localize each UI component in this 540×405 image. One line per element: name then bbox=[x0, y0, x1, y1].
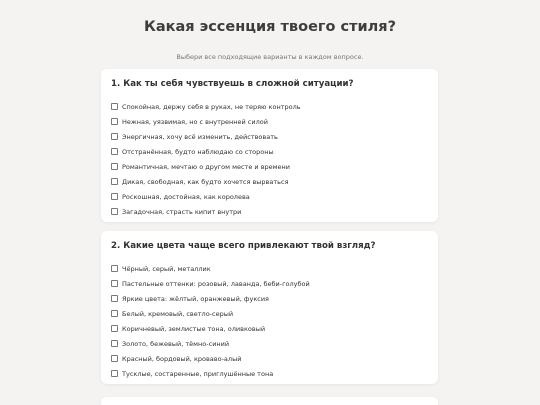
option-label: Отстранённая, будто наблюдаю со стороны bbox=[122, 147, 274, 156]
checkbox[interactable] bbox=[111, 193, 118, 200]
option-item[interactable] bbox=[111, 336, 310, 351]
option-label: Романтичная, мечтаю о другом месте и времени bbox=[122, 162, 291, 171]
option-label: Роскошная, достойная, как королева bbox=[122, 192, 250, 201]
option-item[interactable] bbox=[111, 114, 301, 129]
option-item[interactable] bbox=[111, 351, 310, 366]
option-item[interactable] bbox=[111, 129, 301, 144]
option-label: Красный, бордовый, кроваво-алый bbox=[122, 354, 242, 363]
options-list bbox=[111, 261, 310, 381]
checkbox[interactable] bbox=[111, 163, 118, 170]
option-item[interactable] bbox=[111, 261, 310, 276]
option-item[interactable] bbox=[111, 189, 301, 204]
checkbox[interactable] bbox=[111, 148, 118, 155]
option-label: Тусклые, состаренные, приглушённые тона bbox=[122, 369, 274, 378]
option-item[interactable] bbox=[111, 366, 310, 381]
question-title: 1. Как ты себя чувствуешь в сложной ситуации? bbox=[111, 79, 354, 89]
checkbox[interactable] bbox=[111, 310, 118, 317]
option-label: Золото, бежевый, тёмно-синий bbox=[122, 339, 230, 348]
option-label: Коричневый, землистые тона, оливковый bbox=[122, 324, 266, 333]
checkbox[interactable] bbox=[111, 133, 118, 140]
checkbox[interactable] bbox=[111, 325, 118, 332]
checkbox[interactable] bbox=[111, 178, 118, 185]
question-title: 2. Какие цвета чаще всего привлекают твой взгляд? bbox=[111, 241, 376, 251]
checkbox[interactable] bbox=[111, 280, 118, 287]
options-list bbox=[111, 99, 301, 219]
question-card-1 bbox=[101, 69, 438, 222]
option-label: Загадочная, страсть кипит внутри bbox=[122, 207, 242, 216]
option-label: Яркие цвета: жёлтый, оранжевый, фуксия bbox=[122, 294, 269, 303]
option-label: Чёрный, серый, металлик bbox=[122, 264, 211, 273]
option-label: Дикая, свободная, как будто хочется вырваться bbox=[122, 177, 289, 186]
option-label: Нежная, уязвимая, но с внутренней силой bbox=[122, 117, 268, 126]
checkbox[interactable] bbox=[111, 340, 118, 347]
option-item[interactable] bbox=[111, 144, 301, 159]
checkbox[interactable] bbox=[111, 118, 118, 125]
option-item[interactable] bbox=[111, 204, 301, 219]
option-item[interactable] bbox=[111, 276, 310, 291]
option-label: Пастельные оттенки: розовый, лаванда, беби-голубой bbox=[122, 279, 310, 288]
page-subtitle: Выбери все подходящие варианты в каждом вопросе. bbox=[176, 53, 364, 61]
option-item[interactable] bbox=[111, 159, 301, 174]
option-item[interactable] bbox=[111, 306, 310, 321]
option-label: Спокойная, держу себя в руках, не теряю контроль bbox=[122, 102, 301, 111]
checkbox[interactable] bbox=[111, 103, 118, 110]
option-label: Энергичная, хочу всё изменить, действовать bbox=[122, 132, 278, 141]
page-title: Какая эссенция твоего стиля? bbox=[144, 19, 396, 35]
option-label: Белый, кремовый, светло-серый bbox=[122, 309, 234, 318]
checkbox[interactable] bbox=[111, 208, 118, 215]
checkbox[interactable] bbox=[111, 295, 118, 302]
option-item[interactable] bbox=[111, 321, 310, 336]
option-item[interactable] bbox=[111, 291, 310, 306]
question-card-3 bbox=[101, 397, 438, 405]
checkbox[interactable] bbox=[111, 265, 118, 272]
checkbox[interactable] bbox=[111, 355, 118, 362]
option-item[interactable] bbox=[111, 99, 301, 114]
question-card-2 bbox=[101, 231, 438, 384]
option-item[interactable] bbox=[111, 174, 301, 189]
checkbox[interactable] bbox=[111, 370, 118, 377]
